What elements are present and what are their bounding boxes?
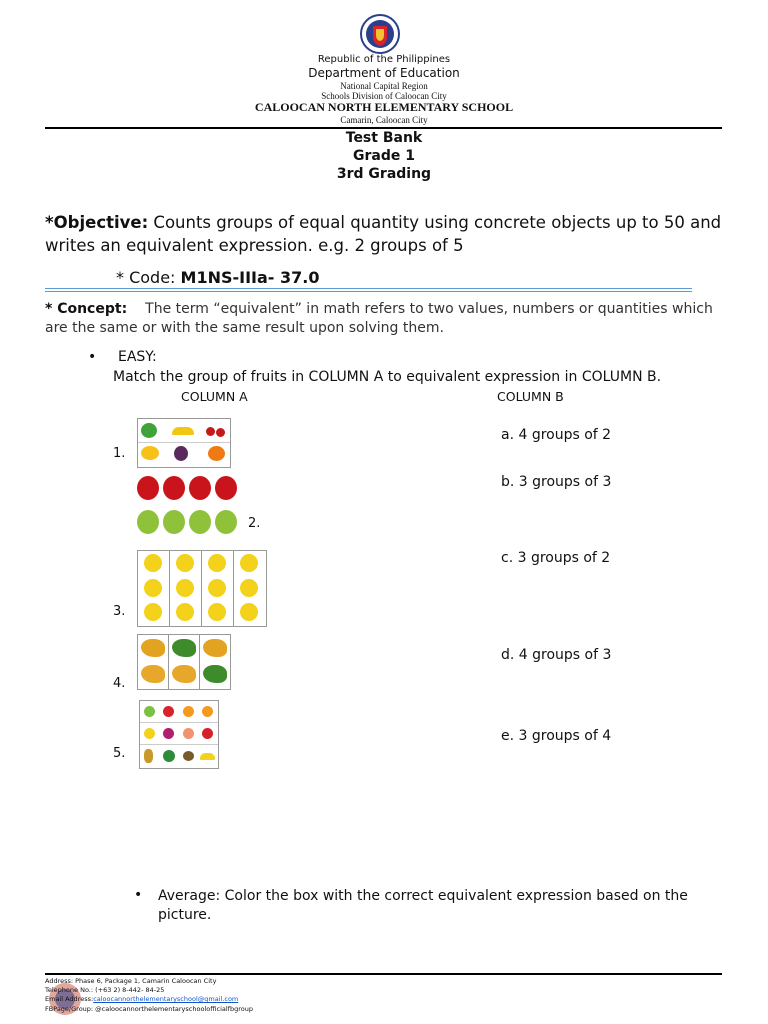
- item-number-4: 4.: [113, 676, 126, 691]
- footer-fb: FBPage/Group: @caloocannorthelementaryschoolofficialfbgroup: [45, 1005, 253, 1013]
- peach-icon: [183, 728, 194, 739]
- choice-d: d. 4 groups of 3: [501, 647, 612, 663]
- banana-icon: [240, 579, 258, 597]
- republic-line: Republic of the Philippines: [317, 54, 451, 65]
- concept-label: * Concept:: [45, 301, 128, 317]
- cherry-icon: [216, 428, 225, 437]
- mango-icon: [172, 665, 196, 683]
- banana-icon: [176, 603, 194, 621]
- footer-rule: [45, 973, 722, 975]
- banana-icon: [144, 554, 162, 572]
- red-apple-icon: [163, 476, 185, 500]
- item-number-5: 5.: [113, 746, 126, 761]
- average-bullet-dot: •: [134, 887, 143, 903]
- concept-text: The term “equivalent” in math refers to two values, numbers or quantities which are the same or with the same result upon solving them.: [45, 301, 713, 336]
- strawberry-icon: [202, 728, 213, 739]
- red-apple-icon: [137, 476, 159, 500]
- plum-icon: [174, 446, 188, 461]
- choice-c: c. 3 groups of 2: [501, 550, 611, 566]
- objective-text: Counts groups of equal quantity using concrete objects up to 50 and writes an equivalent expression. e.g. 2 groups of 5: [45, 213, 722, 255]
- division-line: Schools Division of Caloocan City: [321, 91, 447, 101]
- item-number-2: 2.: [248, 516, 261, 531]
- easy-instruction: Match the group of fruits in COLUMN A to equivalent expression in COLUMN B.: [113, 369, 662, 385]
- fruit-group-4: [137, 634, 231, 690]
- banana-icon: [208, 579, 226, 597]
- mango-icon: [203, 639, 227, 657]
- banana-icon: [208, 603, 226, 621]
- orange-icon: [208, 446, 225, 461]
- banana-icon: [144, 603, 162, 621]
- watermelon-icon: [163, 750, 175, 762]
- cherry-icon: [206, 427, 215, 436]
- apple-icon: [141, 423, 157, 438]
- plum-icon: [163, 728, 174, 739]
- choice-a: a. 4 groups of 2: [501, 427, 612, 443]
- fruit-group-3: [137, 550, 267, 627]
- item-number-3: 3.: [113, 604, 126, 619]
- orange-icon: [183, 706, 194, 717]
- banana-icon: [176, 554, 194, 572]
- orange-icon: [202, 706, 213, 717]
- banana-icon: [200, 753, 215, 760]
- easy-bullet: EASY:: [118, 349, 157, 365]
- region-line: National Capital Region: [340, 81, 428, 91]
- choice-b: b. 3 groups of 3: [501, 474, 612, 490]
- department-line: Department of Education: [308, 66, 460, 80]
- title-line-1: Test Bank: [345, 130, 423, 146]
- green-apple-icon: [215, 510, 237, 534]
- concept: [45, 300, 735, 338]
- red-apple-icon: [189, 476, 211, 500]
- banana-icon: [176, 579, 194, 597]
- footer-address: Address: Phase 6, Package 1, Camarin Caloocan City: [45, 977, 217, 985]
- easy-bullet-dot: •: [88, 349, 97, 365]
- header-rule: [45, 127, 722, 129]
- mango-icon: [141, 639, 165, 657]
- title-line-3: 3rd Grading: [336, 166, 432, 182]
- apple-icon: [163, 706, 174, 717]
- code-line: [116, 268, 319, 287]
- footer-telephone: Telephone No.: (+63 2) 8-442- 84-25: [45, 986, 165, 994]
- code-rule: [45, 288, 692, 292]
- apple-icon: [144, 706, 155, 717]
- kiwi-icon: [183, 751, 194, 761]
- banana-icon: [144, 579, 162, 597]
- code-value: M1NS-IIIa- 37.0: [180, 268, 320, 287]
- choice-e: e. 3 groups of 4: [501, 728, 612, 744]
- mango-icon: [141, 665, 165, 683]
- fruit-group-1: [137, 418, 231, 468]
- banana-icon: [172, 427, 194, 435]
- objective: [45, 211, 735, 257]
- column-b-header: COLUMN B: [497, 389, 564, 404]
- mango-icon: [172, 639, 196, 657]
- objective-label: *Objective:: [45, 213, 149, 232]
- fruit-group-2: [137, 474, 237, 538]
- code-label: * Code:: [116, 268, 181, 287]
- average-text: Average: Color the box with the correct equivalent expression based on the picture.: [158, 888, 688, 923]
- item-number-1: 1.: [113, 446, 126, 461]
- green-apple-icon: [137, 510, 159, 534]
- mango-icon: [203, 665, 227, 683]
- footer-email-label: Email Address:: [45, 995, 94, 1003]
- lemon-icon: [141, 446, 159, 460]
- lemon-icon: [144, 728, 155, 739]
- banana-icon: [240, 603, 258, 621]
- school-name: CALOOCAN NORTH ELEMENTARY SCHOOL: [254, 100, 514, 114]
- deped-seal: [360, 14, 400, 54]
- title-line-2: Grade 1: [353, 148, 415, 164]
- column-a-header: COLUMN A: [181, 389, 248, 404]
- pineapple-icon: [144, 749, 153, 763]
- green-apple-icon: [189, 510, 211, 534]
- school-location: Camarin, Caloocan City: [340, 115, 428, 125]
- banana-icon: [240, 554, 258, 572]
- green-apple-icon: [163, 510, 185, 534]
- fruit-group-5: [139, 700, 219, 769]
- red-apple-icon: [215, 476, 237, 500]
- footer-email: [45, 995, 238, 1003]
- footer-email-link[interactable]: caloocannorthelementaryschool@gmail.com: [93, 995, 239, 1003]
- banana-icon: [208, 554, 226, 572]
